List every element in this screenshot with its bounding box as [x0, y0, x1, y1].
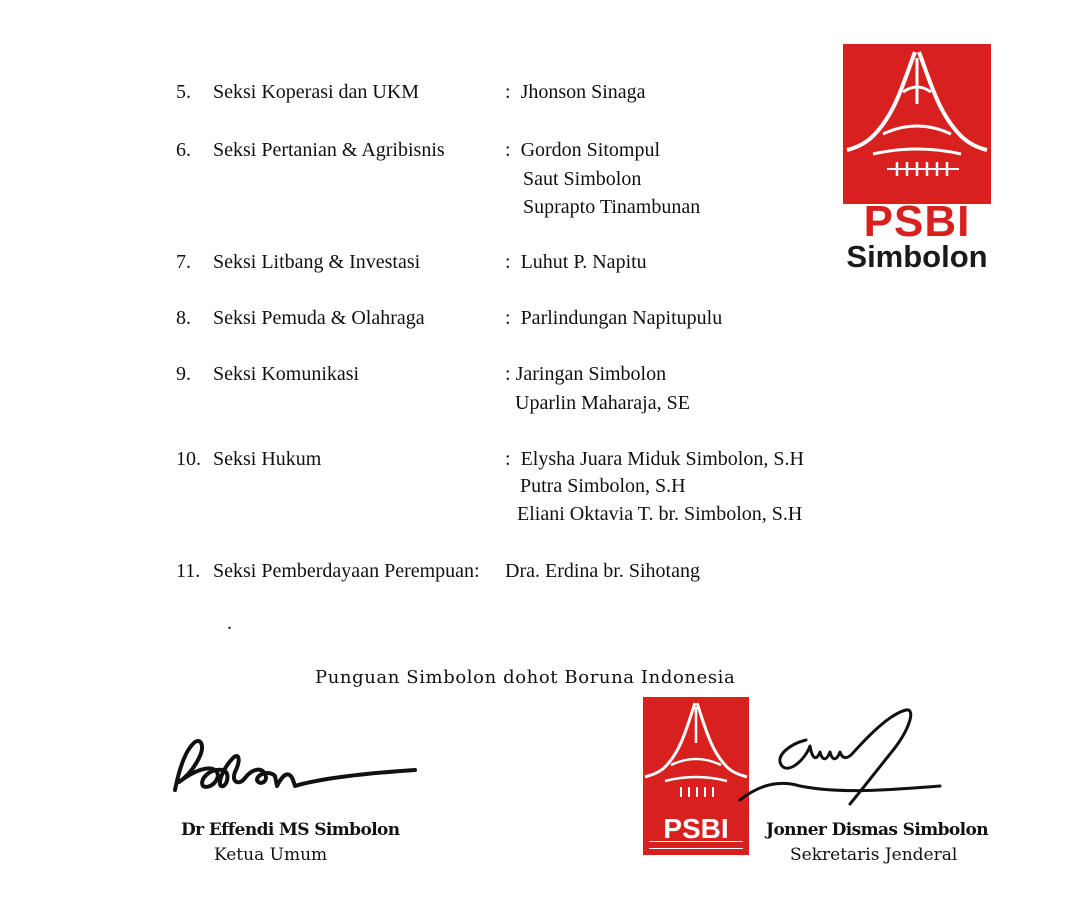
psbi-logo	[843, 44, 991, 276]
section-number: 8.	[176, 307, 191, 329]
section-member: Dra. Erdina br. Sihotang	[505, 560, 700, 582]
section-member: Uparlin Maharaja, SE	[515, 392, 690, 414]
stray-dot: .	[227, 612, 232, 634]
section-member: : Elysha Juara Miduk Simbolon, S.H	[505, 448, 804, 470]
section-number: 9.	[176, 363, 191, 385]
section-number: 11.	[176, 560, 201, 582]
section-name: Seksi Koperasi dan UKM	[213, 81, 420, 103]
section-name: Seksi Pertanian & Agribisnis	[213, 139, 445, 161]
organization-motto: Punguan Simbolon dohot Boruna Indonesia	[315, 667, 736, 688]
section-member: : Gordon Sitompul	[505, 139, 661, 161]
section-number: 5.	[176, 81, 191, 103]
section-name: Seksi Litbang & Investasi	[213, 251, 421, 273]
logo-emblem	[843, 44, 991, 204]
section-member: : Jhonson Sinaga	[505, 81, 646, 103]
logo-subtitle: Simbolon	[846, 239, 988, 274]
section-member: Putra Simbolon, S.H	[520, 475, 686, 497]
signatory-title: Sekretaris Jenderal	[790, 845, 958, 865]
section-member: : Luhut P. Napitu	[505, 251, 647, 273]
section-member: Suprapto Tinambunan	[523, 196, 701, 218]
section-member: Eliani Oktavia T. br. Simbolon, S.H	[517, 503, 803, 525]
section-number: 7.	[176, 251, 191, 273]
signature-right	[720, 700, 960, 810]
section-name: Seksi Pemuda & Olahraga	[213, 307, 425, 329]
section-number: 10.	[176, 448, 201, 470]
section-number: 6.	[176, 139, 191, 161]
section-member: Saut Simbolon	[523, 168, 642, 190]
stamp-tagline-lines	[649, 841, 743, 849]
stamp-wordmark: PSBI	[663, 813, 729, 844]
logo-wordmark: PSBI	[863, 197, 971, 246]
signatory-name: Dr Effendi MS Simbolon	[181, 820, 400, 840]
section-name: Seksi Hukum	[213, 448, 322, 470]
signatory-title: Ketua Umum	[214, 845, 328, 865]
section-member: : Parlindungan Napitupulu	[505, 307, 723, 329]
signatory-name: Jonner Dismas Simbolon	[766, 820, 988, 840]
rumah-bolon-icon	[843, 44, 991, 204]
section-name: Seksi Komunikasi	[213, 363, 360, 385]
signature-left	[165, 730, 425, 810]
section-member: : Jaringan Simbolon	[505, 363, 667, 385]
section-name: Seksi Pemberdayaan Perempuan:	[213, 560, 480, 582]
